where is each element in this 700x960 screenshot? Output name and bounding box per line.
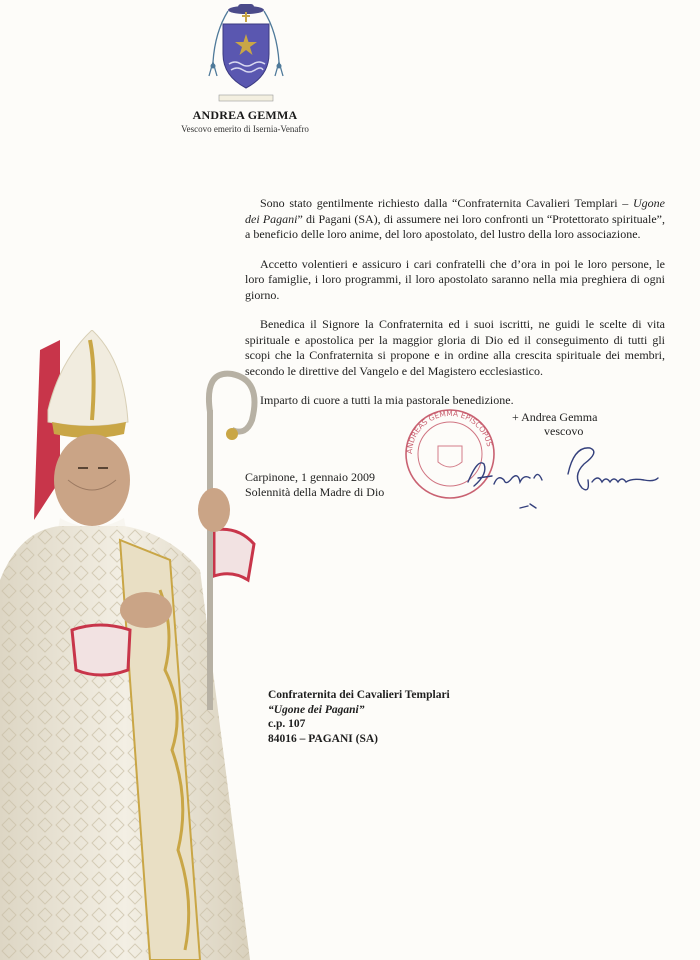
feast-line: Solennità della Madre di Dio [245, 485, 385, 499]
paragraph-3: Benedica il Signore la Confraternita ed i suoi iscritti, ne guidi le scelte di vita spirituale e apostolica per la maggior gloria di Dio ed il conseguimento di tutti gli scopi che la Confraternita si propone e in ordine alla crescita spirituale dei membri, secondo le direttive del Vangelo e del Magistero ecclesiastico. [245, 317, 665, 378]
bishop-name: ANDREA GEMMA [192, 108, 298, 122]
paragraph-1: Sono stato gentilmente richiesto dalla “Confraternita Cavalieri Templari – Ugone dei Pagani” di Pagani (SA), di assumere nei loro confronti un “Protettorato spirituale”, a beneficio delle loro anime, del loro apostolato, del lustro della loro associazione. [245, 196, 665, 241]
place-date-line: Carpinone, 1 gennaio 2009 [245, 470, 375, 484]
bishop-title: Vescovo emerito di Isernia-Venafro [181, 124, 309, 134]
paragraph-2: Accetto volentieri e assicuro i cari confratelli che d’ora in poi le loro persone, le loro famiglie, i loro programmi, il loro apostolato saranno nella mia preghiera di ogni giorno. [245, 256, 665, 302]
address-line-2: “Ugone dei Pagani” [268, 703, 365, 716]
signatory-role: vescovo [544, 424, 584, 438]
signatory-name: + Andrea Gemma [512, 410, 598, 424]
address-line-4: 84016 – PAGANI (SA) [268, 732, 378, 745]
address-line-1: Confraternita dei Cavalieri Templari [268, 689, 450, 701]
recipient-address [268, 688, 450, 746]
bishop-photo [0, 330, 280, 960]
svg-text:ANDREAS GEMMA EPISCOPUS: ANDREAS GEMMA EPISCOPUS [404, 408, 495, 455]
coat-of-arms-icon [205, 2, 287, 106]
handwritten-signature [448, 434, 670, 524]
paragraph-4: Imparto di cuore a tutti la mia pastorale benedizione. [260, 393, 514, 407]
address-line-3: c.p. 107 [268, 718, 306, 730]
letter-body [245, 196, 665, 423]
